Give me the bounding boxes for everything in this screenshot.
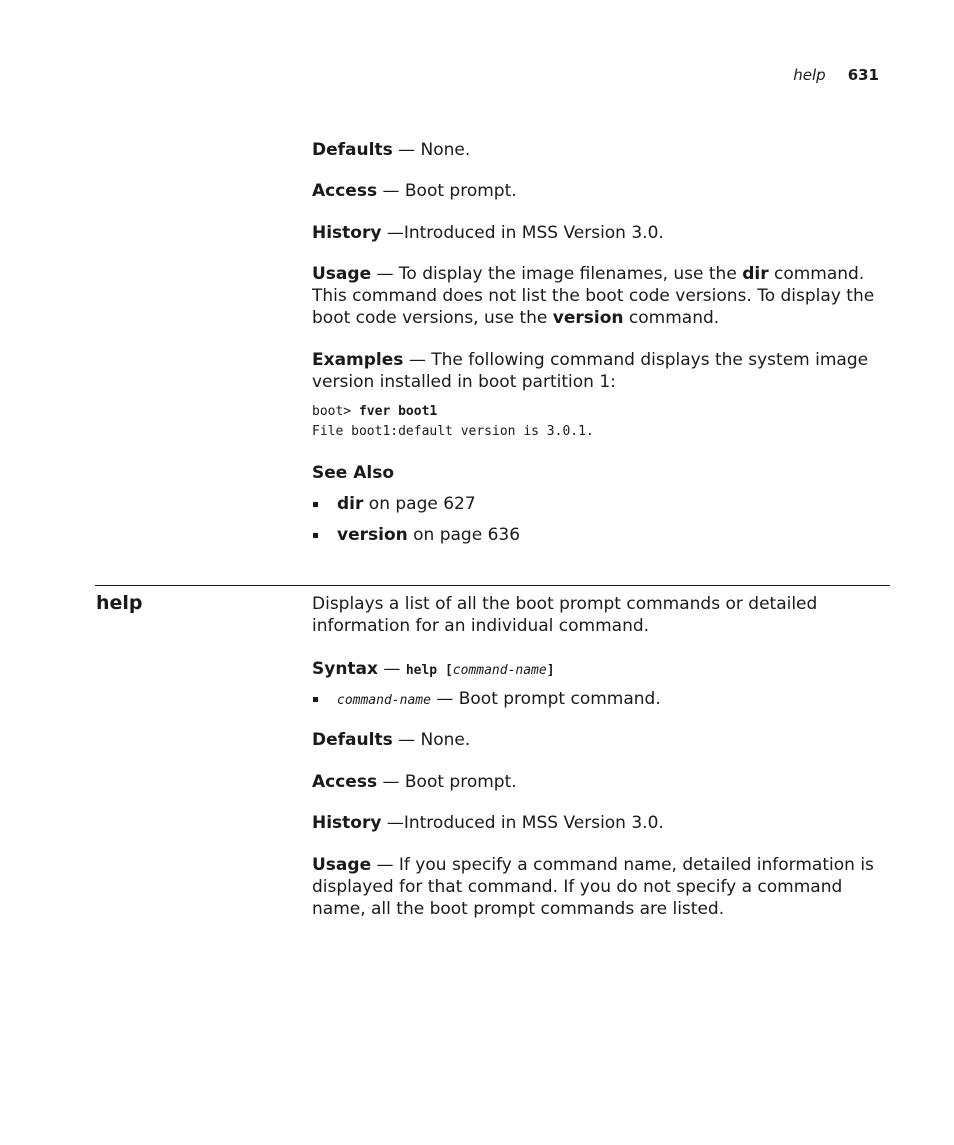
see-also-page: on page 636 <box>407 525 521 545</box>
code-line-command <box>312 402 892 422</box>
usage-label: Usage <box>312 264 372 284</box>
syntax-dash: — <box>378 659 406 679</box>
usage-version-command: version <box>552 308 624 328</box>
help-defaults-paragraph <box>312 729 892 751</box>
help-usage-paragraph <box>312 854 892 920</box>
code-line-output: File boot1:default version is 3.0.1. <box>312 424 594 439</box>
access-text: — Boot prompt. <box>377 181 517 201</box>
param-description: — Boot prompt command. <box>430 689 661 709</box>
help-access-paragraph <box>312 771 892 793</box>
see-also-title: See Also <box>312 463 395 483</box>
code-example <box>312 402 892 442</box>
help-defaults-label: Defaults <box>312 730 393 750</box>
examples-paragraph <box>312 349 892 393</box>
bullet-icon <box>313 533 318 538</box>
see-also-item[interactable] <box>312 493 892 515</box>
defaults-paragraph <box>312 139 892 161</box>
section-divider <box>95 585 890 586</box>
help-history-label: History <box>312 813 382 833</box>
see-also-link[interactable]: dir <box>337 494 364 514</box>
usage-dir-command: dir <box>742 264 769 284</box>
help-history-paragraph <box>312 812 892 834</box>
access-paragraph <box>312 180 892 202</box>
usage-text-3: command. <box>623 308 720 328</box>
usage-text-2: command. This command does not list the boot code versions. To display the boot code versions, use the <box>312 264 875 328</box>
help-defaults-text: — None. <box>392 730 471 750</box>
examples-text: — The following command displays the system image version installed in boot partition 1: <box>312 350 869 392</box>
defaults-label: Defaults <box>312 140 393 160</box>
help-usage-label: Usage <box>312 855 372 875</box>
help-description: Displays a list of all the boot prompt commands or detailed information for an individual command. <box>312 594 818 636</box>
help-access-label: Access <box>312 772 378 792</box>
usage-paragraph <box>312 263 892 329</box>
history-paragraph <box>312 222 892 244</box>
see-also-list <box>312 493 892 546</box>
see-also-link[interactable]: version <box>337 525 408 545</box>
syntax-paragraph <box>312 658 892 682</box>
history-label: History <box>312 223 382 243</box>
syntax-close: ] <box>546 663 555 678</box>
see-also-item[interactable] <box>312 524 892 546</box>
section-title: help <box>96 592 143 614</box>
examples-label: Examples <box>312 350 404 370</box>
syntax-param: command-name <box>452 663 547 678</box>
access-label: Access <box>312 181 378 201</box>
syntax-label: Syntax <box>312 659 378 679</box>
page-number: 631 <box>847 66 879 84</box>
help-usage-text: — If you specify a command name, detailed information is displayed for that command. If you do not specify a command name, all the boot prompt commands are listed. <box>312 855 874 919</box>
param-name: command-name <box>337 693 431 708</box>
running-header <box>793 66 879 84</box>
code-command: fver boot1 <box>358 404 438 419</box>
running-header-title: help <box>793 66 826 84</box>
bullet-icon <box>313 697 318 702</box>
see-also-page: on page 627 <box>363 494 476 514</box>
help-history-text: —Introduced in MSS Version 3.0. <box>381 813 664 833</box>
code-prompt: boot> <box>312 404 359 419</box>
usage-text-1: — To display the image filenames, use the <box>371 264 743 284</box>
defaults-text: — None. <box>392 140 471 160</box>
param-item <box>312 688 892 712</box>
param-list <box>312 688 892 712</box>
help-access-text: — Boot prompt. <box>377 772 517 792</box>
history-text: —Introduced in MSS Version 3.0. <box>381 223 664 243</box>
bullet-icon <box>313 502 318 507</box>
syntax-command: help [ <box>405 663 453 678</box>
